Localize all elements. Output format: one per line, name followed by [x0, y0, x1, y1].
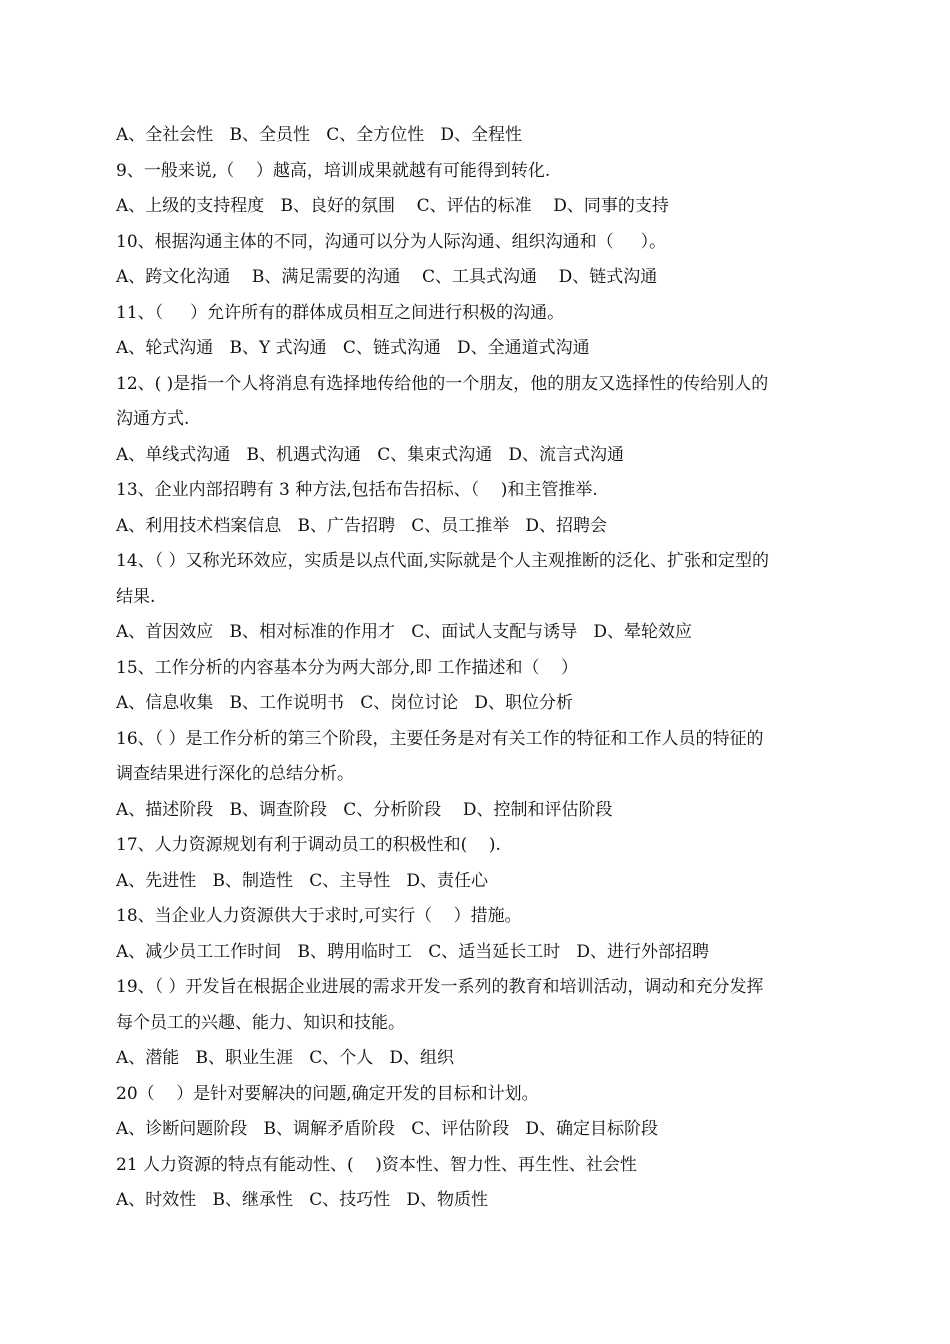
options-q19: A、潜能 B、职业生涯 C、个人 D、组织 [116, 1048, 455, 1068]
question-17: 17、人力资源规划有利于调动员工的积极性和( ). [116, 835, 501, 855]
question-18: 18、当企业人力资源供大于求时,可实行（ ）措施。 [116, 906, 522, 926]
options-q15: A、信息收集 B、工作说明书 C、岗位讨论 D、职位分析 [116, 693, 574, 713]
question-16-line-1: 16、（ ）是工作分析的第三个阶段，主要任务是对有关工作的特征和工作人员的特征的 [116, 728, 764, 749]
question-12-line-1: 12、( )是指一个人将消息有选择地传给他的一个朋友，他的朋友又选择性的传给别人的 [116, 373, 769, 394]
question-19-line-2: 每个员工的兴趣、能力、知识和技能。 [116, 1012, 405, 1033]
question-11: 11、（ ）允许所有的群体成员相互之间进行积极的沟通。 [116, 302, 565, 323]
document-page [116, 118, 876, 1219]
options-q14: A、首因效应 B、相对标准的作用才 C、面试人支配与诱导 D、晕轮效应 [116, 622, 693, 642]
options-q13: A、利用技术档案信息 B、广告招聘 C、员工推举 D、招聘会 [116, 515, 608, 536]
options-q16: A、描述阶段 B、调查阶段 C、分析阶段 D、控制和评估阶段 [116, 799, 613, 820]
question-13: 13、企业内部招聘有 3 种方法,包括布告招标、（ )和主管推举. [116, 480, 598, 500]
question-19-line-1: 19、（ ）开发旨在根据企业进展的需求开发一系列的教育和培训活动，调动和充分发挥 [116, 977, 764, 997]
question-14-line-2: 结果. [116, 586, 156, 607]
question-10: 10、根据沟通主体的不同，沟通可以分为人际沟通、组织沟通和（ ）。 [116, 231, 667, 252]
options-q10: A、跨文化沟通 B、满足需要的沟通 C、工具式沟通 D、链式沟通 [116, 267, 658, 287]
question-20: 20（ ）是针对要解决的问题,确定开发的目标和计划。 [116, 1083, 539, 1104]
question-12-line-2: 沟通方式. [116, 409, 190, 429]
question-21: 21 人力资源的特点有能动性、( )资本性、智力性、再生性、社会性 [116, 1154, 637, 1175]
options-q18: A、减少员工工作时间 B、聘用临时工 C、适当延长工时 D、进行外部招聘 [116, 941, 710, 962]
options-q11: A、轮式沟通 B、Y 式沟通 C、链式沟通 D、全通道式沟通 [116, 338, 590, 358]
question-14-line-1: 14、（ ）又称光环效应，实质是以点代面,实际就是个人主观推断的泛化、扩张和定型的 [116, 551, 769, 571]
options-q21: A、时效性 B、继承性 C、技巧性 D、物质性 [116, 1190, 489, 1210]
options-q12: A、单线式沟通 B、机遇式沟通 C、集束式沟通 D、流言式沟通 [116, 444, 625, 465]
question-9: 9、一般来说,（ ）越高，培训成果就越有可能得到转化. [116, 160, 551, 181]
options-q17: A、先进性 B、制造性 C、主导性 D、责任心 [116, 870, 489, 891]
options-line-q8: A、全社会性 B、全员性 C、全方位性 D、全程性 [116, 125, 523, 145]
question-16-line-2: 调查结果进行深化的总结分析。 [116, 764, 354, 784]
question-15: 15、工作分析的内容基本分为两大部分,即 工作描述和（ ） [116, 657, 579, 678]
options-q9: A、上级的支持程度 B、良好的氛围 C、评估的标准 D、同事的支持 [116, 196, 669, 216]
options-q20: A、诊断问题阶段 B、调解矛盾阶段 C、评估阶段 D、确定目标阶段 [116, 1119, 659, 1139]
